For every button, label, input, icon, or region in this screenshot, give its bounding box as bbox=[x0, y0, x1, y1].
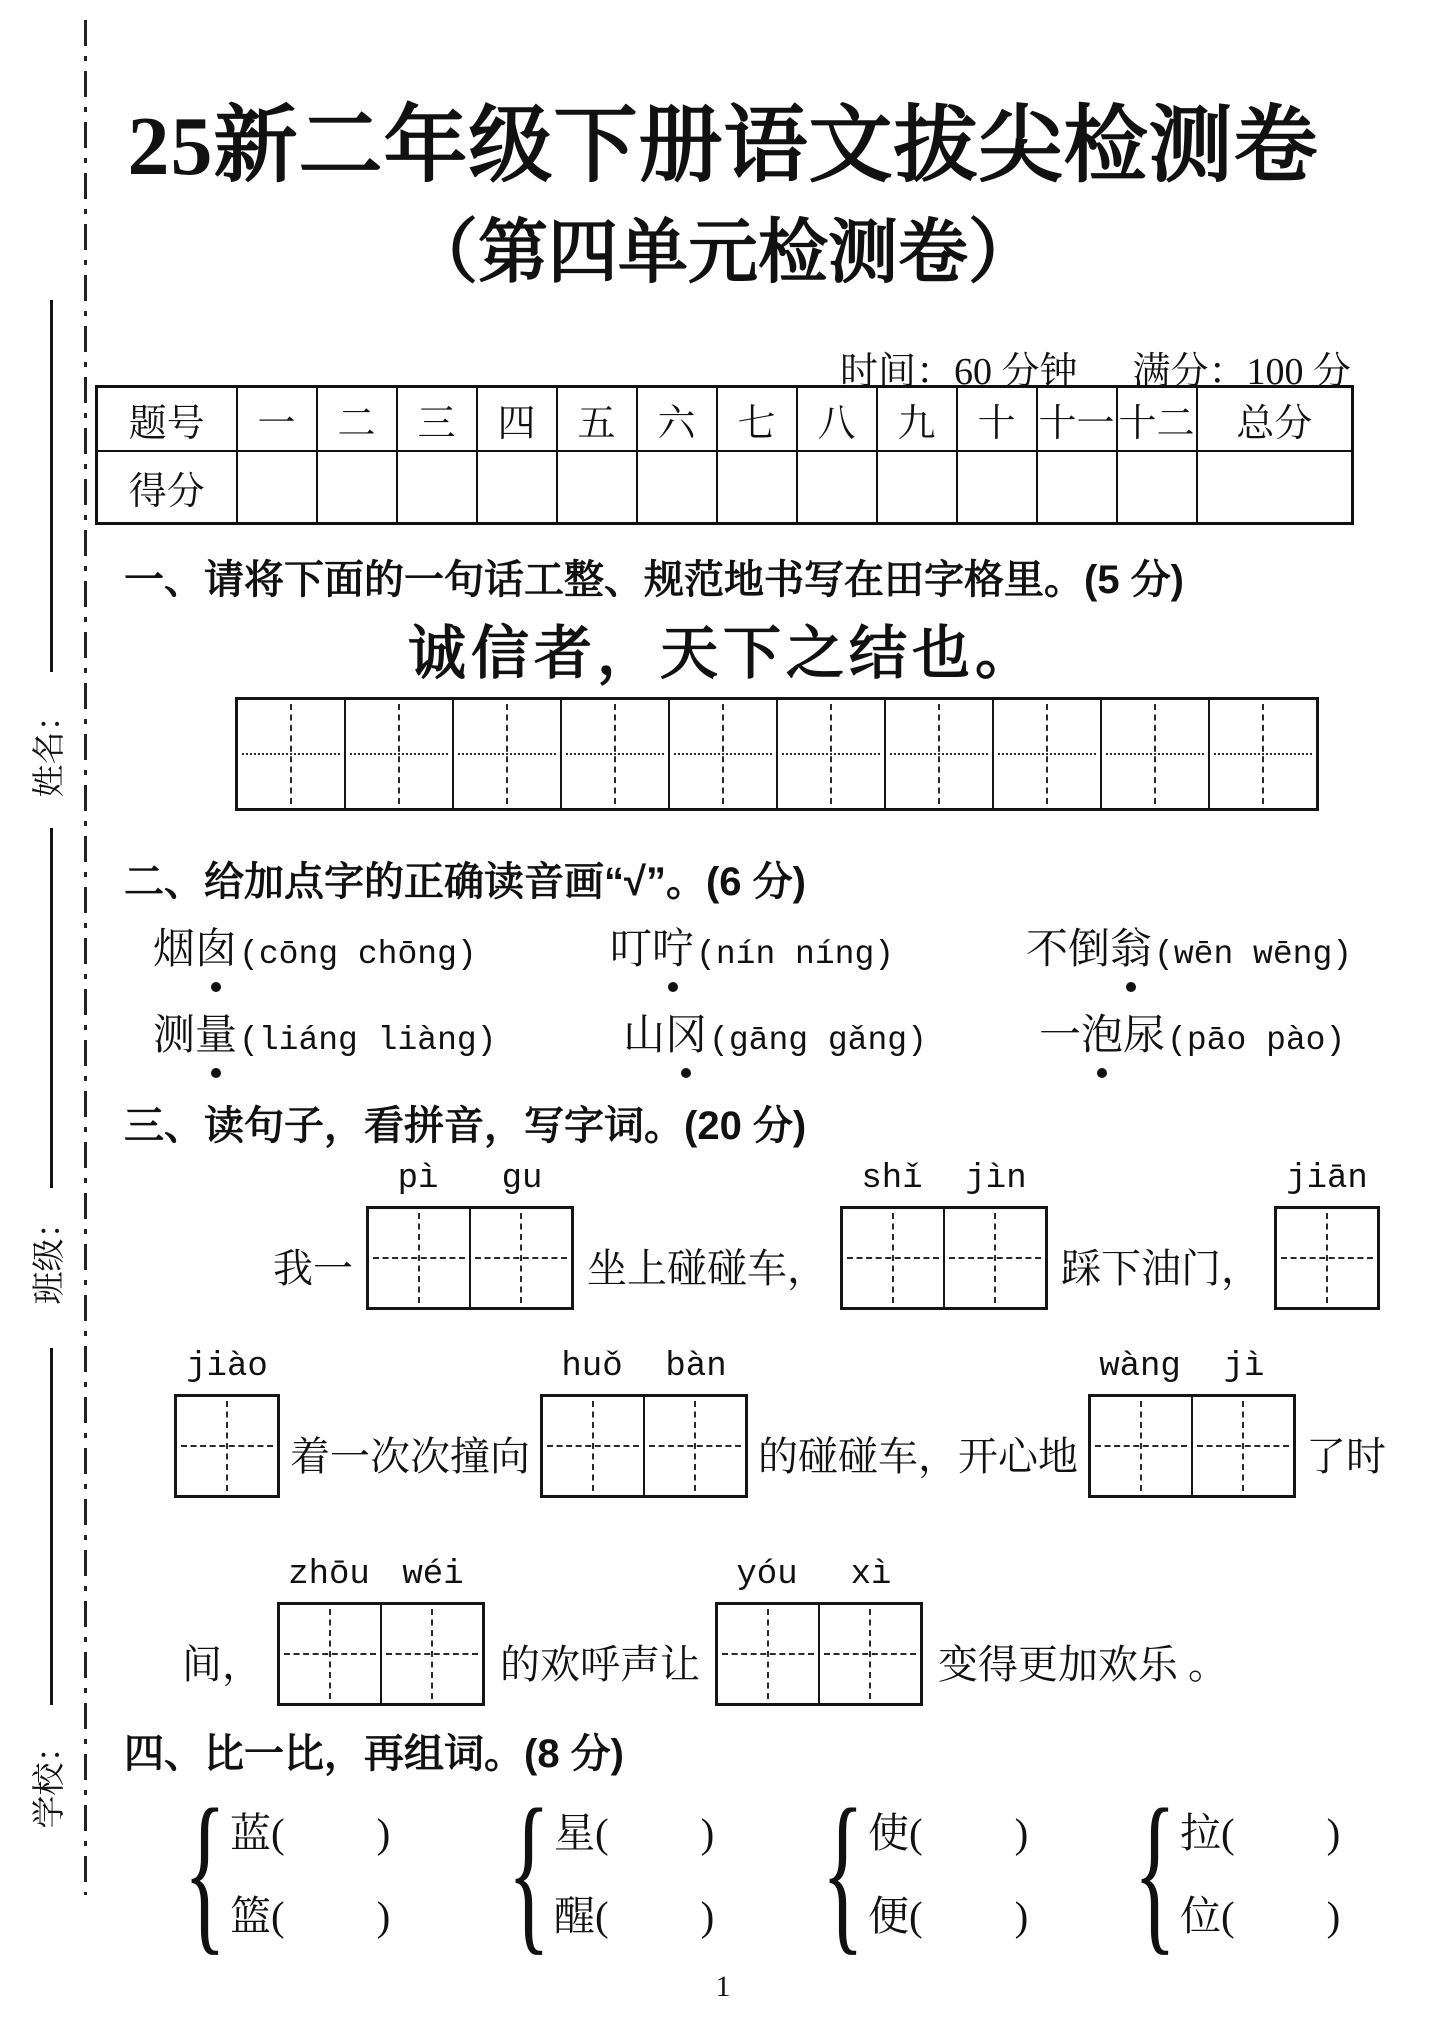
class-fill-line[interactable] bbox=[50, 828, 53, 1188]
pinyin-syllable: huǒ bbox=[561, 1348, 623, 1386]
pinyin-choice-item[interactable]: 叮咛(nín níng) bbox=[610, 916, 894, 976]
pinyin-syllable: yóu bbox=[736, 1556, 798, 1594]
writing-cell[interactable] bbox=[369, 1209, 469, 1307]
pinyin-write-unit bbox=[1274, 1160, 1380, 1310]
compare-word-group: { 星( ) 醒( ) bbox=[507, 1772, 715, 1970]
header-cell: 十一 bbox=[1037, 387, 1117, 452]
dotted-char: 咛 bbox=[652, 916, 694, 976]
sentence-text: 的碰碰车，开心地 bbox=[758, 1434, 1078, 1479]
pinyin-options: (cōng chōng) bbox=[239, 936, 477, 973]
score-cell[interactable] bbox=[957, 451, 1037, 524]
score-cell[interactable] bbox=[1117, 451, 1197, 524]
pinyin-syllable: shǐ bbox=[861, 1160, 923, 1198]
writing-cell[interactable] bbox=[344, 700, 452, 808]
pinyin-syllable: xì bbox=[850, 1556, 892, 1594]
sentence-line-3 bbox=[182, 1556, 1228, 1706]
question-number-row bbox=[97, 387, 1353, 452]
sentence-line-1 bbox=[273, 1160, 1380, 1310]
pinyin-write-unit bbox=[366, 1160, 574, 1310]
writing-cell[interactable] bbox=[1277, 1209, 1377, 1307]
exam-subtitle: （第四单元检测卷） bbox=[408, 215, 1038, 292]
score-cell[interactable] bbox=[717, 451, 797, 524]
dotted-char: 泡 bbox=[1081, 1002, 1123, 1062]
school-fill-line[interactable] bbox=[50, 1348, 53, 1705]
writing-cell[interactable] bbox=[884, 700, 992, 808]
pinyin-write-unit bbox=[277, 1556, 485, 1706]
section3-heading: 三、读句子，看拼音，写字词。(20 分) bbox=[124, 1104, 807, 1148]
class-label: 班级： bbox=[32, 1205, 68, 1305]
compare-word-group: { 蓝( ) 篮( ) bbox=[183, 1772, 391, 1970]
score-cell[interactable] bbox=[797, 451, 877, 524]
pinyin-write-unit bbox=[540, 1348, 748, 1498]
writing-cell[interactable] bbox=[818, 1605, 920, 1703]
pinyin-syllable: jìn bbox=[965, 1160, 1027, 1198]
section2-heading: 二、给加点字的正确读音画“√”。(6 分) bbox=[124, 860, 806, 904]
writing-cell[interactable] bbox=[452, 700, 560, 808]
header-cell: 六 bbox=[637, 387, 717, 452]
dotted-char: 量 bbox=[195, 1002, 237, 1062]
school-label: 学校： bbox=[32, 1729, 68, 1829]
score-cell[interactable] bbox=[317, 451, 397, 524]
score-row-label: 得分 bbox=[97, 451, 237, 524]
sentence-text: 间， bbox=[182, 1642, 262, 1687]
writing-cell[interactable] bbox=[469, 1209, 571, 1307]
header-cell: 九 bbox=[877, 387, 957, 452]
pinyin-syllable: bàn bbox=[665, 1348, 727, 1386]
sentence-text: 的欢呼声让 bbox=[500, 1642, 700, 1687]
header-cell: 题号 bbox=[97, 387, 237, 452]
pinyin-options: (gāng gǎng) bbox=[709, 1022, 927, 1059]
writing-cell[interactable] bbox=[776, 700, 884, 808]
sentence-text: 我一 bbox=[273, 1246, 353, 1291]
header-cell: 十 bbox=[957, 387, 1037, 452]
score-row bbox=[97, 451, 1353, 524]
sentence-text: 踩下油门， bbox=[1061, 1246, 1261, 1291]
header-cell: 十二 bbox=[1117, 387, 1197, 452]
section1-heading: 一、请将下面的一句话工整、规范地书写在田字格里。(5 分) bbox=[124, 558, 1184, 602]
pinyin-syllable: wàng bbox=[1099, 1348, 1181, 1386]
score-table bbox=[95, 385, 1354, 525]
character: 使 bbox=[868, 1810, 909, 1856]
writing-cell[interactable] bbox=[943, 1209, 1045, 1307]
sentence-text: 着一次次撞向 bbox=[290, 1434, 530, 1479]
pinyin-write-unit bbox=[715, 1556, 923, 1706]
header-cell: 五 bbox=[557, 387, 637, 452]
seal-dashdot-line bbox=[84, 20, 87, 1895]
score-cell[interactable] bbox=[637, 451, 717, 524]
writing-grid-row bbox=[235, 697, 1319, 811]
score-cell[interactable] bbox=[877, 451, 957, 524]
header-cell: 总分 bbox=[1197, 387, 1353, 452]
sentence-text: 了时 bbox=[1306, 1434, 1386, 1479]
pinyin-options: (liáng liàng) bbox=[239, 1022, 497, 1059]
character: 拉 bbox=[1180, 1810, 1221, 1856]
writing-cell[interactable] bbox=[1091, 1397, 1191, 1495]
full-score: 满分：100 分 bbox=[1132, 351, 1351, 393]
brace-icon: { bbox=[1133, 1772, 1177, 1970]
character: 位 bbox=[1180, 1893, 1221, 1939]
time-limit: 时间：60 分钟 bbox=[839, 351, 1078, 393]
pinyin-options: (pāo pào) bbox=[1167, 1022, 1346, 1059]
exam-title: 25新二年级下册语文拔尖检测卷 bbox=[127, 100, 1319, 193]
character: 便 bbox=[868, 1893, 909, 1939]
score-cell[interactable] bbox=[397, 451, 477, 524]
writing-cell[interactable] bbox=[380, 1605, 482, 1703]
writing-cell[interactable] bbox=[280, 1605, 380, 1703]
score-cell[interactable] bbox=[477, 451, 557, 524]
score-cell[interactable] bbox=[1197, 451, 1353, 524]
writing-cell[interactable] bbox=[1100, 700, 1208, 808]
writing-cell[interactable] bbox=[1191, 1397, 1293, 1495]
compare-word-group: { 拉( ) 位( ) bbox=[1133, 1772, 1341, 1970]
pinyin-choice-item[interactable]: 不倒翁(wēn wēng) bbox=[1026, 916, 1352, 976]
score-cell[interactable] bbox=[237, 451, 317, 524]
brace-icon: { bbox=[821, 1772, 865, 1970]
character: 醒 bbox=[554, 1893, 595, 1939]
writing-cell[interactable] bbox=[238, 700, 344, 808]
copy-sentence: 诚信者，天下之结也。 bbox=[407, 621, 1038, 686]
pinyin-syllable: zhōu bbox=[288, 1556, 370, 1594]
pinyin-syllable: wéi bbox=[402, 1556, 464, 1594]
brace-icon: { bbox=[507, 1772, 551, 1970]
sentence-text: 变得更加欢乐 。 bbox=[938, 1642, 1228, 1687]
pinyin-syllable: jiān bbox=[1286, 1160, 1368, 1198]
dotted-char: 囱 bbox=[195, 916, 237, 976]
score-cell[interactable] bbox=[557, 451, 637, 524]
header-cell: 三 bbox=[397, 387, 477, 452]
pinyin-syllable: pì bbox=[397, 1160, 439, 1198]
pinyin-choice-item[interactable]: 山冈(gāng gǎng) bbox=[623, 1002, 927, 1062]
pinyin-choice-item[interactable]: 烟囱(cōng chōng) bbox=[153, 916, 477, 976]
writing-cell[interactable] bbox=[560, 700, 668, 808]
pinyin-write-unit bbox=[840, 1160, 1048, 1310]
writing-cell[interactable] bbox=[643, 1397, 745, 1495]
pinyin-choice-item[interactable]: 测量(liáng liàng) bbox=[153, 1002, 496, 1062]
pinyin-syllable: jì bbox=[1223, 1348, 1265, 1386]
writing-cell[interactable] bbox=[543, 1397, 643, 1495]
character: 蓝 bbox=[230, 1810, 271, 1856]
compare-word-group: { 使( ) 便( ) bbox=[821, 1772, 1029, 1970]
character: 星 bbox=[554, 1810, 595, 1856]
header-cell: 七 bbox=[717, 387, 797, 452]
page-number: 1 bbox=[715, 1970, 731, 2003]
header-cell: 八 bbox=[797, 387, 877, 452]
writing-cell[interactable] bbox=[668, 700, 776, 808]
pinyin-choice-item[interactable]: 一泡尿(pāo pào) bbox=[1039, 1002, 1345, 1062]
pinyin-options: (nín níng) bbox=[696, 936, 895, 973]
character: 篮 bbox=[230, 1893, 271, 1939]
header-cell: 二 bbox=[317, 387, 397, 452]
pinyin-options: (wēn wēng) bbox=[1154, 936, 1353, 973]
writing-cell[interactable] bbox=[718, 1605, 818, 1703]
dotted-char: 翁 bbox=[1110, 916, 1152, 976]
score-cell[interactable] bbox=[1037, 451, 1117, 524]
writing-cell[interactable] bbox=[843, 1209, 943, 1307]
pinyin-syllable: gu bbox=[501, 1160, 543, 1198]
name-label: 姓名： bbox=[32, 698, 68, 798]
pinyin-write-unit bbox=[174, 1348, 280, 1498]
dotted-char: 冈 bbox=[665, 1002, 707, 1062]
sentence-text: 坐上碰碰车， bbox=[587, 1246, 827, 1291]
writing-cell[interactable] bbox=[1208, 700, 1316, 808]
name-fill-line[interactable] bbox=[50, 300, 53, 672]
writing-cell[interactable] bbox=[177, 1397, 277, 1495]
section4-heading: 四、比一比，再组词。(8 分) bbox=[124, 1732, 624, 1776]
brace-icon: { bbox=[183, 1772, 227, 1970]
header-cell: 一 bbox=[237, 387, 317, 452]
writing-cell[interactable] bbox=[992, 700, 1100, 808]
sentence-line-2 bbox=[174, 1348, 1386, 1498]
pinyin-write-unit bbox=[1088, 1348, 1296, 1498]
pinyin-syllable: jiào bbox=[186, 1348, 268, 1386]
header-cell: 四 bbox=[477, 387, 557, 452]
